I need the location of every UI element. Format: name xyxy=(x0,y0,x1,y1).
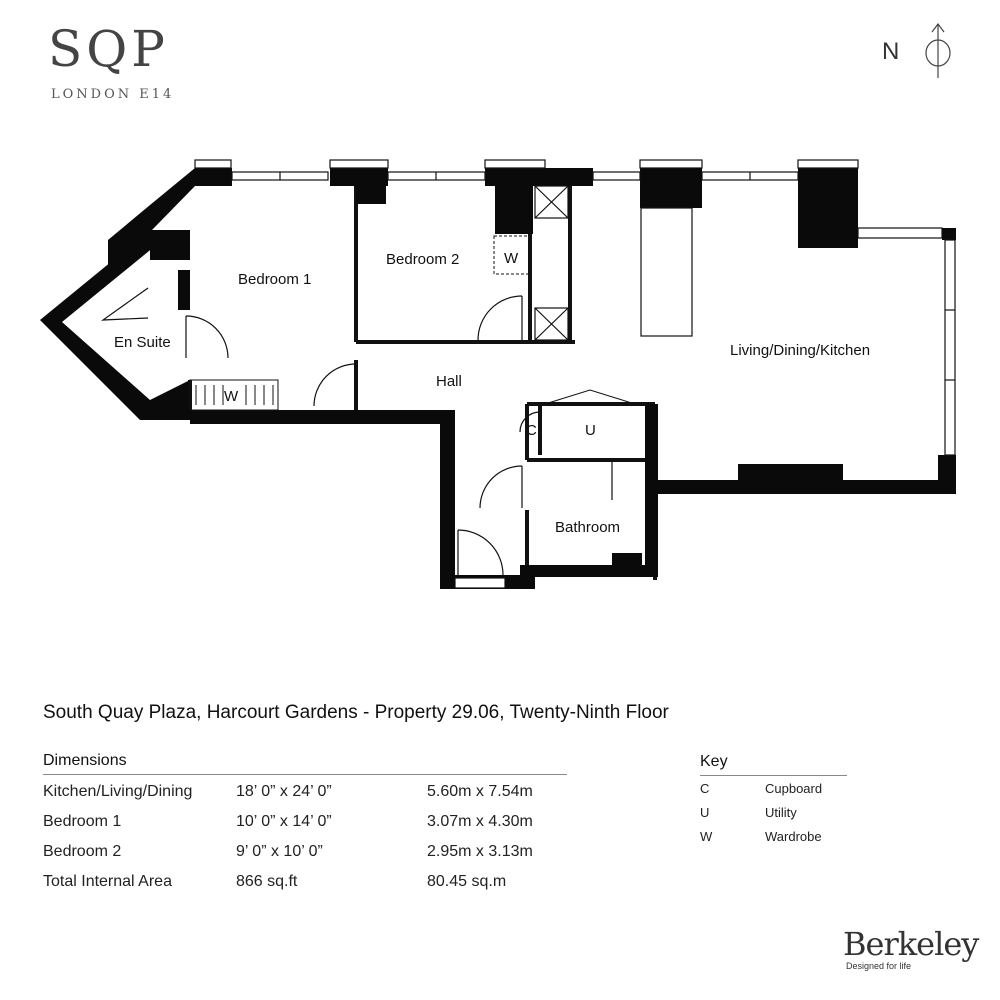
north-compass xyxy=(878,20,968,84)
room-name: Kitchen/Living/Dining xyxy=(43,783,193,800)
imperial-size: 18’ 0” x 24’ 0” xyxy=(236,783,332,800)
list-item xyxy=(700,776,847,800)
floor-plan xyxy=(0,150,1000,600)
dimensions-heading: Dimensions xyxy=(43,752,567,775)
key-heading: Key xyxy=(700,753,847,776)
property-title: South Quay Plaza, Harcourt Gardens - Property 29.06, Twenty-Ninth Floor xyxy=(43,702,669,723)
logo-mark: SQP xyxy=(48,20,169,78)
bedroom1-label: Bedroom 1 xyxy=(238,271,312,288)
key-label: Utility xyxy=(765,805,797,820)
brand-name: Berkeley xyxy=(843,925,979,963)
table-row xyxy=(43,805,567,835)
room-name: Total Internal Area xyxy=(43,873,172,890)
en-suite-label: En Suite xyxy=(114,334,171,351)
room-name: Bedroom 1 xyxy=(43,813,122,830)
metric-size: 3.07m x 4.30m xyxy=(427,813,533,830)
exterior-walls xyxy=(40,168,956,589)
metric-size: 5.60m x 7.54m xyxy=(427,783,533,800)
bedroom2-label: Bedroom 2 xyxy=(386,251,460,268)
table-row xyxy=(43,775,567,805)
imperial-size: 9’ 0” x 10’ 0” xyxy=(236,843,323,860)
logo-subtitle: LONDON E14 xyxy=(51,87,175,102)
key-label: Wardrobe xyxy=(765,829,822,844)
dimensions-table xyxy=(43,752,567,895)
list-item xyxy=(700,824,847,848)
living-label: Living/Dining/Kitchen xyxy=(730,342,871,359)
list-item xyxy=(700,800,847,824)
wardrobe-label: W xyxy=(504,250,519,267)
brand-tagline: Designed for life xyxy=(846,961,912,971)
berkeley-logo xyxy=(843,925,979,975)
metric-size: 2.95m x 3.13m xyxy=(427,843,533,860)
key-legend xyxy=(700,753,847,848)
key-code: W xyxy=(700,829,713,844)
north-label: N xyxy=(882,38,900,65)
imperial-size: 866 sq.ft xyxy=(236,873,298,890)
cupboard-label: C xyxy=(526,422,537,439)
room-name: Bedroom 2 xyxy=(43,843,122,860)
sqp-logo xyxy=(44,20,194,110)
key-label: Cupboard xyxy=(765,781,823,796)
key-code: U xyxy=(700,805,710,820)
metric-size: 80.45 sq.m xyxy=(427,873,507,890)
wardrobe-label: W xyxy=(224,388,239,405)
utility-label: U xyxy=(585,422,596,439)
key-code: C xyxy=(700,781,710,796)
hall-label: Hall xyxy=(436,373,462,390)
table-row xyxy=(43,865,567,895)
kitchen-units xyxy=(535,186,692,340)
table-row xyxy=(43,835,567,865)
imperial-size: 10’ 0” x 14’ 0” xyxy=(236,813,332,830)
north-arrow-icon xyxy=(918,20,958,84)
bathroom-label: Bathroom xyxy=(555,519,621,536)
